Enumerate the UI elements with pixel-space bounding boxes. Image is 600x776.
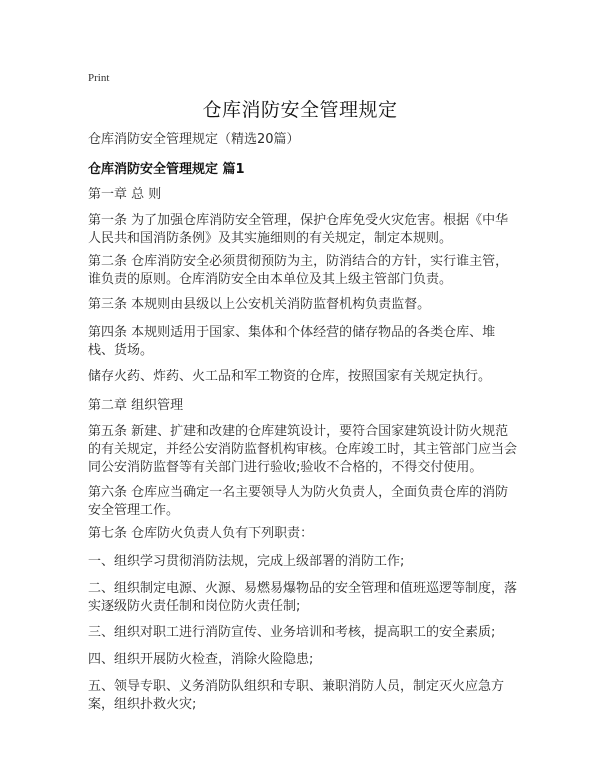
document-subtitle: 仓库消防安全管理规定（精选20篇） <box>88 132 300 147</box>
chapter-heading: 第二章 组织管理 <box>88 398 184 413</box>
list-item: 四、组织开展防火检查，消除火险隐患; <box>88 652 314 667</box>
article-paragraph: 第四条 本规则适用于国家、集体和个体经营的储存物品的各类仓库、堆栈、货场。 <box>88 325 496 358</box>
article-paragraph: 第三条 本规则由县级以上公安机关消防监督机构负责监督。 <box>88 297 431 312</box>
list-item: 三、组织对职工进行消防宣传、业务培训和考核，提高职工的安全素质; <box>88 625 496 640</box>
list-item: 二、组织制定电源、火源、易燃易爆物品的安全管理和值班巡逻等制度，落实逐级防火责任制和岗位防火责任制; <box>88 581 518 614</box>
document-title: 仓库消防安全管理规定 <box>202 99 398 121</box>
list-item: 一、组织学习贯彻消防法规，完成上级部署的消防工作; <box>88 554 405 569</box>
article-paragraph: 第六条 仓库应当确定一名主要领导人为防火负责人，全面负责仓库的消防安全管理工作。 <box>88 485 509 518</box>
article-paragraph: 第一条 为了加强仓库消防安全管理，保护仓库免受火灾危害。根据《中华人民共和国消防条例》及其实施细则的有关规定，制定本规则。 <box>88 213 509 246</box>
list-item: 五、领导专职、义务消防队组织和专职、兼职消防人员，制定灭火应急方案，组织扑救火灾; <box>88 679 505 712</box>
chapter-heading: 第一章 总 则 <box>88 187 162 202</box>
article-paragraph: 第二条 仓库消防安全必须贯彻预防为主，防消结合的方针，实行谁主管，谁负责的原则。仓库消防安全由本单位及其上级主管部门负责。 <box>88 254 509 287</box>
print-label: Print <box>88 72 110 84</box>
article-paragraph: 储存火药、炸药、火工品和军工物资的仓库，按照国家有关规定执行。 <box>88 369 492 384</box>
article-paragraph: 第五条 新建、扩建和改建的仓库建筑设计，要符合国家建筑设计防火规范的有关规定，并经公安消防监督机构审核。仓库竣工时，其主管部门应当会同公安消防监督等有关部门进行验收;验收不合格的，不得交付使用。 <box>88 424 518 475</box>
article-paragraph: 第七条 仓库防火负责人负有下列职责： <box>88 526 314 541</box>
section-heading: 仓库消防安全管理规定 篇1 <box>88 162 245 177</box>
